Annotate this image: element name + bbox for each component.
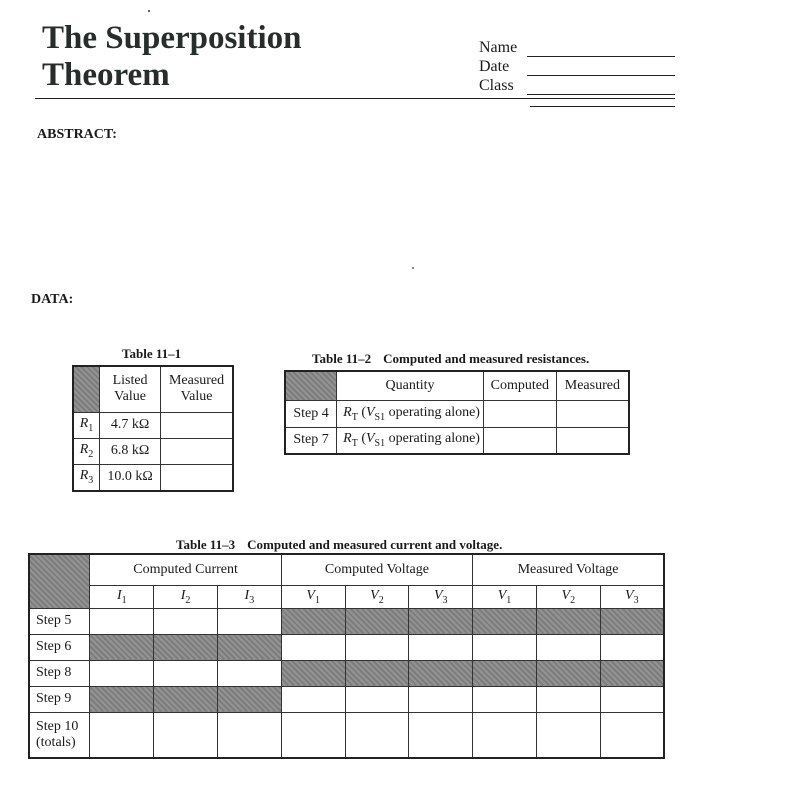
step-label: Step 4	[285, 400, 337, 427]
table2-header-computed: Computed	[483, 371, 556, 400]
name-label: Name	[479, 39, 518, 56]
date-label: Date	[479, 58, 510, 75]
table-11-2	[284, 370, 630, 455]
table1-corner	[73, 366, 100, 412]
student-info-fields	[479, 38, 675, 95]
table2-caption	[312, 351, 589, 367]
measured-cell[interactable]	[556, 400, 629, 427]
speck	[148, 10, 150, 12]
listed-value: 4.7 kΩ	[100, 412, 161, 438]
measured-line-2: Value	[180, 389, 213, 405]
table-row	[29, 634, 664, 660]
table2-header-measured: Measured	[556, 371, 629, 400]
entry-cell[interactable]	[217, 608, 281, 634]
measured-cell[interactable]	[556, 427, 629, 454]
col-header: $V_2$	[345, 585, 409, 608]
shaded-cell	[281, 608, 345, 634]
title-line-1: The Superposition	[42, 20, 302, 56]
listed-value: 6.8 kΩ	[100, 438, 161, 464]
table-row	[73, 464, 233, 491]
title-line-2: Theorem	[42, 57, 170, 93]
entry-cell[interactable]	[409, 634, 473, 660]
table1-caption: Table 11–1	[122, 346, 182, 361]
shaded-cell	[409, 608, 473, 634]
measured-value-cell[interactable]	[161, 412, 233, 438]
class-label: Class	[479, 77, 514, 94]
entry-cell[interactable]	[281, 634, 345, 660]
entry-cell[interactable]	[473, 712, 537, 758]
listed-value: 10.0 kΩ	[100, 464, 161, 491]
entry-cell[interactable]	[345, 712, 409, 758]
measured-value-cell[interactable]	[161, 438, 233, 464]
entry-cell[interactable]	[90, 712, 154, 758]
col-header: $V_3$	[409, 585, 473, 608]
col-header: $I_2$	[154, 585, 218, 608]
entry-cell[interactable]	[536, 686, 600, 712]
shaded-cell	[217, 634, 281, 660]
entry-cell[interactable]	[409, 686, 473, 712]
entry-cell[interactable]	[345, 634, 409, 660]
step-label: Step 9	[29, 686, 90, 712]
table-row	[29, 712, 664, 758]
step-label: Step 6	[29, 634, 90, 660]
step-label: Step 8	[29, 660, 90, 686]
entry-cell[interactable]	[154, 712, 218, 758]
col-header: $V_3$	[600, 585, 664, 608]
data-heading: DATA:	[31, 292, 74, 307]
step-label: Step 5	[29, 608, 90, 634]
table-row	[73, 412, 233, 438]
listed-line-2: Value	[114, 389, 146, 405]
table3-caption-number: Table 11–3	[176, 537, 236, 552]
entry-cell[interactable]	[217, 660, 281, 686]
step-label: Step 7	[285, 427, 337, 454]
column-headers	[29, 585, 664, 608]
shaded-cell	[536, 608, 600, 634]
entry-cell[interactable]	[536, 712, 600, 758]
date-blank[interactable]	[527, 61, 675, 76]
entry-cell[interactable]	[345, 686, 409, 712]
table2-caption-text: Computed and measured resistances.	[383, 351, 590, 366]
entry-cell[interactable]	[217, 712, 281, 758]
shaded-cell	[536, 660, 600, 686]
entry-cell[interactable]	[536, 634, 600, 660]
shaded-cell	[154, 634, 218, 660]
computed-cell[interactable]	[483, 400, 556, 427]
table-row	[285, 400, 629, 427]
speck	[412, 267, 414, 269]
col-header: $I_1$	[90, 585, 154, 608]
col-header: $V_1$	[281, 585, 345, 608]
name-blank[interactable]	[527, 42, 675, 57]
shaded-cell	[473, 660, 537, 686]
header-rule	[35, 98, 675, 99]
table3-corner	[29, 554, 90, 608]
table1-header-measured	[161, 366, 233, 412]
entry-cell[interactable]	[473, 686, 537, 712]
listed-line-1: Listed	[112, 373, 148, 389]
entry-cell[interactable]	[600, 712, 664, 758]
entry-cell[interactable]	[154, 660, 218, 686]
shaded-cell	[600, 608, 664, 634]
table2-corner	[285, 371, 337, 400]
class-blank[interactable]	[527, 80, 675, 95]
entry-cell[interactable]	[409, 712, 473, 758]
quantity-label: $R_T$ ($V_{S1}$ operating alone)	[337, 400, 484, 427]
class-field	[479, 76, 675, 95]
shaded-cell	[154, 686, 218, 712]
table2-header-quantity: Quantity	[337, 371, 484, 400]
abstract-heading: ABSTRACT:	[37, 127, 117, 142]
group-computed-current: Computed Current	[90, 554, 281, 585]
entry-cell[interactable]	[90, 660, 154, 686]
table-row	[29, 608, 664, 634]
shaded-cell	[281, 660, 345, 686]
table3-caption-text: Computed and measured current and voltage.	[247, 537, 503, 552]
date-field	[479, 57, 675, 76]
entry-cell[interactable]	[600, 634, 664, 660]
quantity-label: $R_T$ ($V_{S1}$ operating alone)	[337, 427, 484, 454]
entry-cell[interactable]	[600, 686, 664, 712]
table3-caption	[176, 537, 502, 553]
shaded-cell	[473, 608, 537, 634]
table-row	[29, 660, 664, 686]
shaded-cell	[217, 686, 281, 712]
entry-cell[interactable]	[281, 712, 345, 758]
computed-cell[interactable]	[483, 427, 556, 454]
col-header: $I_3$	[217, 585, 281, 608]
entry-cell[interactable]	[154, 608, 218, 634]
resistor-label: $R_1$	[73, 412, 100, 438]
table-row	[73, 438, 233, 464]
shaded-cell	[345, 608, 409, 634]
entry-cell[interactable]	[281, 686, 345, 712]
resistor-label: $R_3$	[73, 464, 100, 491]
table-row	[285, 427, 629, 454]
header-rule-short	[530, 106, 675, 107]
entry-cell[interactable]	[473, 634, 537, 660]
shaded-cell	[90, 634, 154, 660]
table-row	[29, 686, 664, 712]
step-label: Step 10 (totals)	[29, 712, 90, 758]
group-computed-voltage: Computed Voltage	[281, 554, 472, 585]
shaded-cell	[90, 686, 154, 712]
col-header: $V_2$	[536, 585, 600, 608]
group-measured-voltage: Measured Voltage	[473, 554, 664, 585]
measured-line-1: Measured	[168, 373, 225, 389]
shaded-cell	[600, 660, 664, 686]
table2-caption-number: Table 11–2	[312, 351, 372, 366]
table-11-3	[28, 553, 665, 759]
resistor-label: $R_2$	[73, 438, 100, 464]
shaded-cell	[409, 660, 473, 686]
table-11-1	[72, 365, 234, 492]
page-title	[42, 20, 302, 94]
shaded-cell	[345, 660, 409, 686]
entry-cell[interactable]	[90, 608, 154, 634]
table1-header-listed	[100, 366, 161, 412]
measured-value-cell[interactable]	[161, 464, 233, 491]
name-field	[479, 38, 675, 57]
col-header: $V_1$	[473, 585, 537, 608]
